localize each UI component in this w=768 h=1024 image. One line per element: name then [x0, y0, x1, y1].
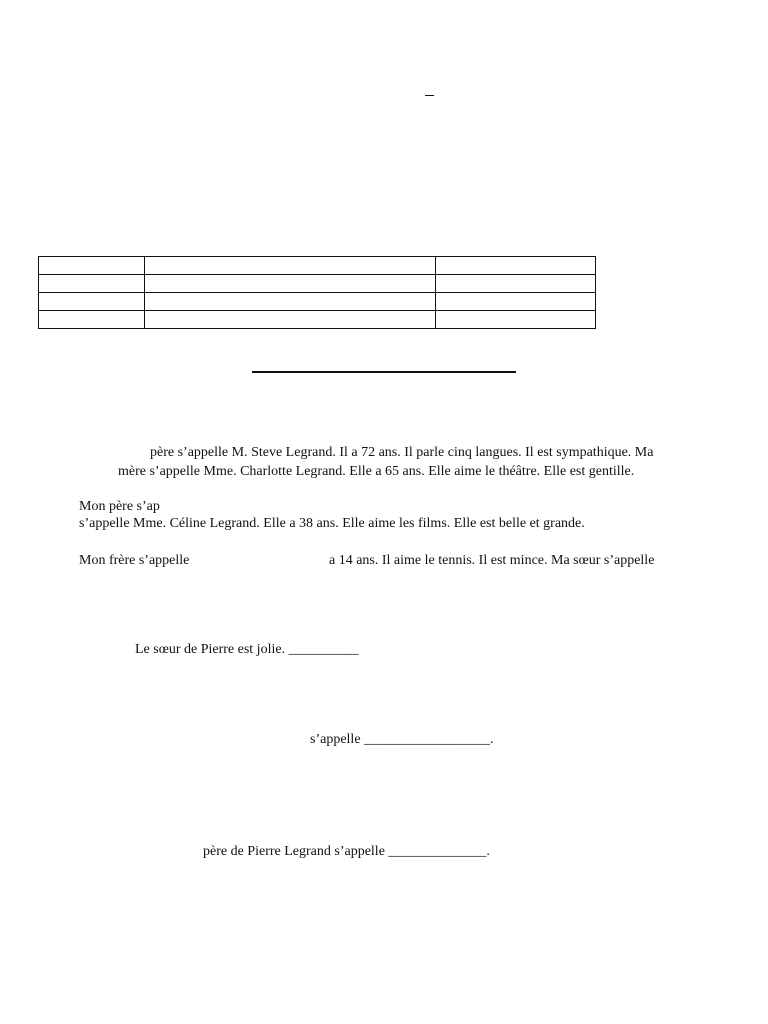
passage-paragraph-1-line-2: mère s’appelle Mme. Charlotte Legrand. Elle a 65 ans. Elle aime le théâtre. Elle est gentille.: [118, 464, 635, 479]
table-row: [39, 257, 596, 275]
passage-paragraph-2-line-2: s’appelle Mme. Céline Legrand. Elle a 38 ans. Elle aime les films. Elle est belle et grande.: [79, 516, 585, 531]
table-cell: [145, 275, 436, 293]
table-cell: [39, 293, 145, 311]
title-underline: [252, 371, 516, 373]
table-cell: [145, 257, 436, 275]
table-cell: [39, 311, 145, 329]
passage-paragraph-3-end: a 14 ans. Il aime le tennis. Il est mince. Ma sœur s’appelle: [329, 553, 655, 568]
table-row: [39, 311, 596, 329]
table-cell: [145, 311, 436, 329]
vocabulary-table: [38, 256, 596, 329]
table-cell: [436, 293, 596, 311]
table-cell: [436, 257, 596, 275]
table-cell: [39, 257, 145, 275]
passage-paragraph-1-line-1: père s’appelle M. Steve Legrand. Il a 72 ans. Il parle cinq langues. Il est sympathique. Ma: [150, 445, 654, 460]
header-dash: [425, 95, 434, 96]
question-1: Le sœur de Pierre est jolie. __________: [135, 642, 359, 657]
table-cell: [436, 311, 596, 329]
table-cell: [436, 275, 596, 293]
passage-paragraph-3-start: Mon frère s’appelle: [79, 553, 190, 568]
table-cell: [39, 275, 145, 293]
question-3: père de Pierre Legrand s’appelle ______________.: [203, 844, 490, 859]
passage-paragraph-2-line-1: Mon père s’ap: [79, 499, 160, 514]
table-cell: [145, 293, 436, 311]
table-row: [39, 293, 596, 311]
table-row: [39, 275, 596, 293]
question-2: s’appelle __________________.: [310, 732, 494, 747]
